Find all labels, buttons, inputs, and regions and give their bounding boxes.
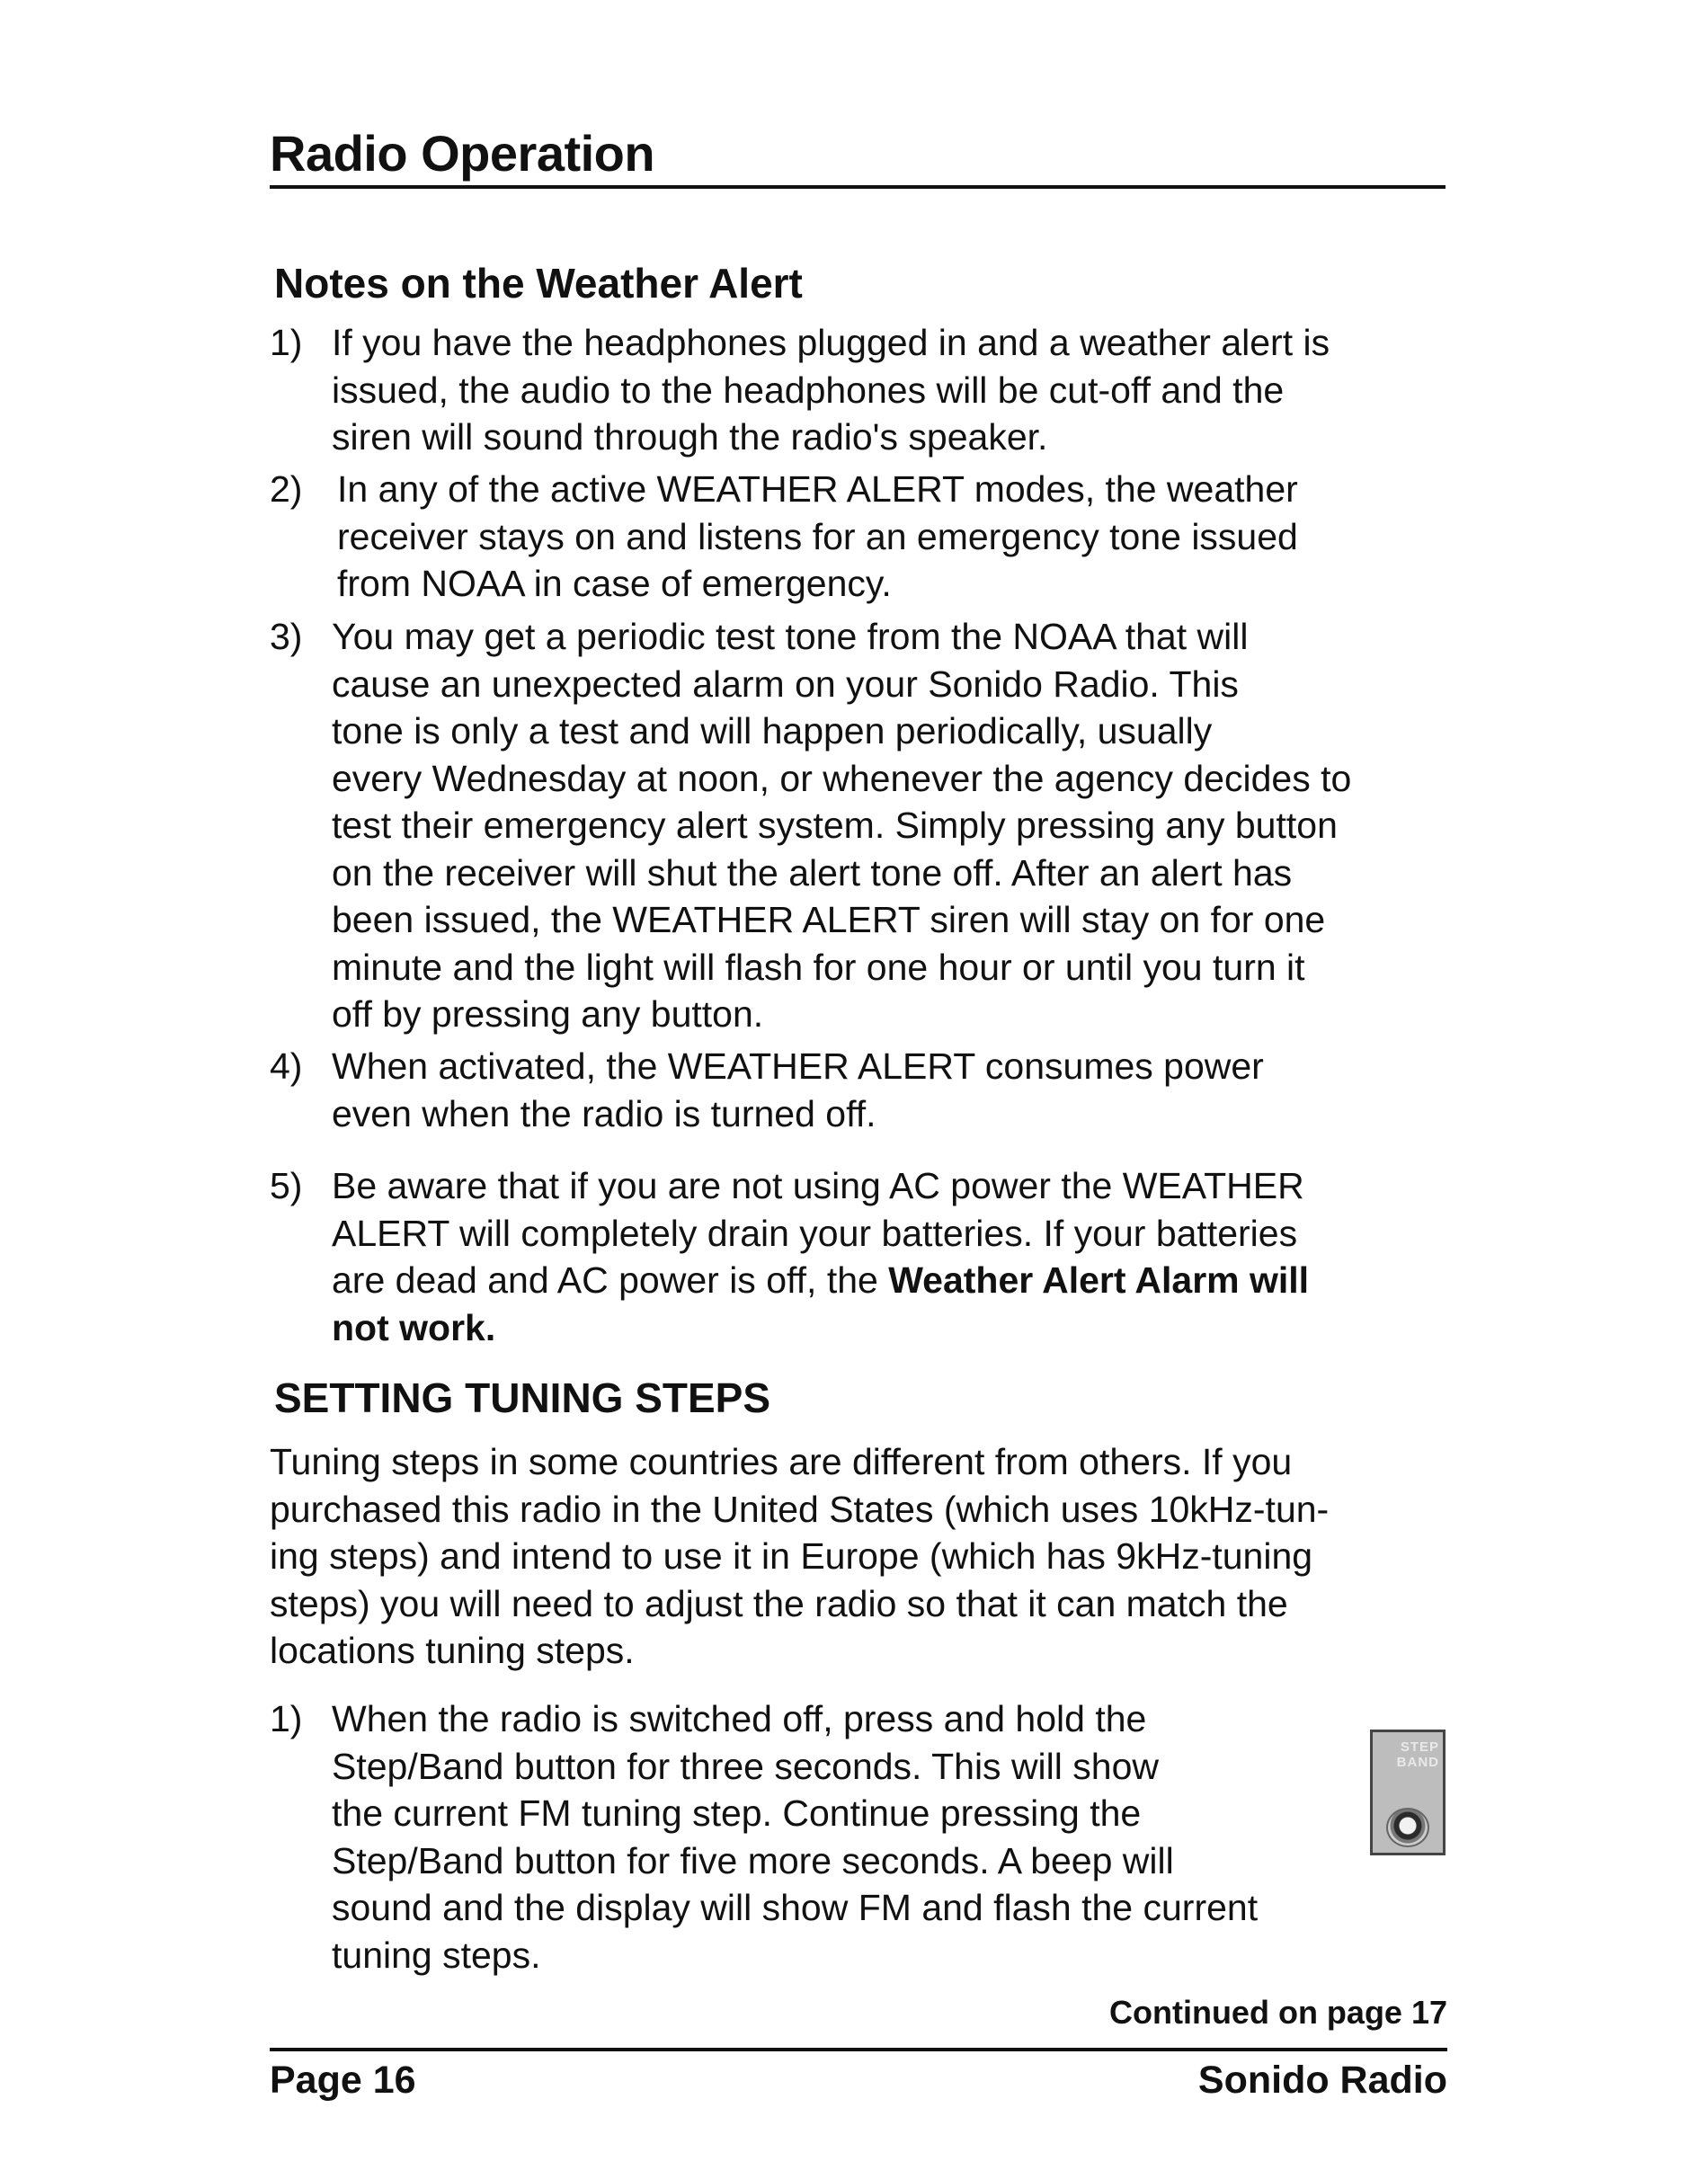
warning-emphasis: not work. (332, 1306, 496, 1348)
text-line: issued, the audio to the headphones will be cut-off and the (332, 369, 1285, 411)
text-line: tone is only a test and will happen periodically, usually (332, 710, 1213, 752)
section-title: Radio Operation (270, 125, 655, 182)
tuning-step-1 (270, 1695, 1456, 1979)
text-line: cause an unexpected alarm on your Sonido Radio. This (332, 663, 1239, 705)
text-line: off by pressing any button. (332, 993, 764, 1035)
text-line: In any of the active WEATHER ALERT modes, the weather (337, 468, 1298, 510)
text-line: tuning steps. (332, 1934, 541, 1976)
list-text (332, 1162, 1456, 1351)
list-number: 1) (270, 322, 303, 363)
list-number: 3) (270, 616, 303, 657)
text-line: Be aware that if you are not using AC power the WEATHER (332, 1165, 1304, 1206)
text-line: the current FM tuning step. Continue pressing the (332, 1792, 1142, 1834)
tuning-intro (270, 1438, 1438, 1675)
page-number: Page 16 (270, 2059, 416, 2102)
step-band-label (1380, 1739, 1439, 1770)
text-line: ALERT will completely drain your batteries. If your batteries (332, 1212, 1298, 1254)
weather-note-2 (270, 466, 1456, 608)
text-line: locations tuning steps. (270, 1630, 635, 1671)
weather-note-4 (270, 1043, 1456, 1137)
tuning-steps-heading: SETTING TUNING STEPS (274, 1374, 771, 1421)
title-divider (270, 185, 1446, 189)
list-number: 5) (270, 1165, 303, 1206)
list-text (337, 466, 1456, 608)
label-step: STEP (1400, 1739, 1439, 1755)
text-line: When the radio is switched off, press and hold the (332, 1698, 1147, 1739)
label-band: BAND (1396, 1755, 1439, 1770)
text-line: Tuning steps in some countries are different from others. If you (270, 1441, 1293, 1482)
text-line: siren will sound through the radio's speaker. (332, 416, 1048, 458)
text-line: If you have the headphones plugged in and a weather alert is (332, 322, 1330, 363)
weather-note-1 (270, 319, 1456, 461)
warning-emphasis: Weather Alert Alarm will (888, 1259, 1310, 1301)
text-line: You may get a periodic test tone from the NOAA that will (332, 616, 1249, 657)
text-line: purchased this radio in the United States (which uses 10kHz-tun- (270, 1488, 1330, 1530)
text-line: minute and the light will flash for one hour or until you turn it (332, 946, 1305, 988)
text-line: from NOAA in case of emergency. (337, 563, 892, 604)
text-line: been issued, the WEATHER ALERT siren will stay on for one (332, 899, 1326, 940)
button-knob-icon (1386, 1808, 1429, 1847)
weather-notes-heading: Notes on the Weather Alert (274, 260, 803, 307)
weather-note-3 (270, 613, 1456, 1038)
text-line: receiver stays on and listens for an emergency tone issued (337, 515, 1298, 557)
text-line: test their emergency alert system. Simply pressing any button (332, 805, 1338, 846)
continued-note: Continued on page 17 (1108, 1994, 1447, 2031)
list-text (332, 613, 1456, 1038)
weather-note-5 (270, 1162, 1456, 1351)
list-text (332, 1695, 1456, 1979)
text-line: on the receiver will shut the alert tone off. After an alert has (332, 851, 1293, 894)
text-line: When activated, the WEATHER ALERT consumes power (332, 1045, 1264, 1087)
text-line: Step/Band button for five more seconds. A beep will (332, 1839, 1174, 1881)
list-number: 1) (270, 1698, 303, 1739)
step-band-button-image (1370, 1730, 1446, 1855)
text-line: even when the radio is turned off. (332, 1092, 876, 1134)
text-line: every Wednesday at noon, or whenever the agency decides to (332, 757, 1352, 799)
text-line: Step/Band button for three seconds. This will show (332, 1745, 1159, 1787)
list-text (332, 319, 1456, 461)
text-line: ing steps) and intend to use it in Europe (which has 9kHz-tuning (270, 1535, 1313, 1577)
text-line: are dead and AC power is off, the (332, 1259, 889, 1301)
product-name: Sonido Radio (1197, 2059, 1447, 2102)
list-number: 2) (270, 468, 303, 510)
list-number: 4) (270, 1045, 303, 1087)
text-line: sound and the display will show FM and flash the current (332, 1887, 1259, 1928)
footer-divider (270, 2048, 1447, 2051)
list-text (332, 1043, 1456, 1137)
text-line: steps) you will need to adjust the radio so that it can match the (270, 1582, 1288, 1624)
